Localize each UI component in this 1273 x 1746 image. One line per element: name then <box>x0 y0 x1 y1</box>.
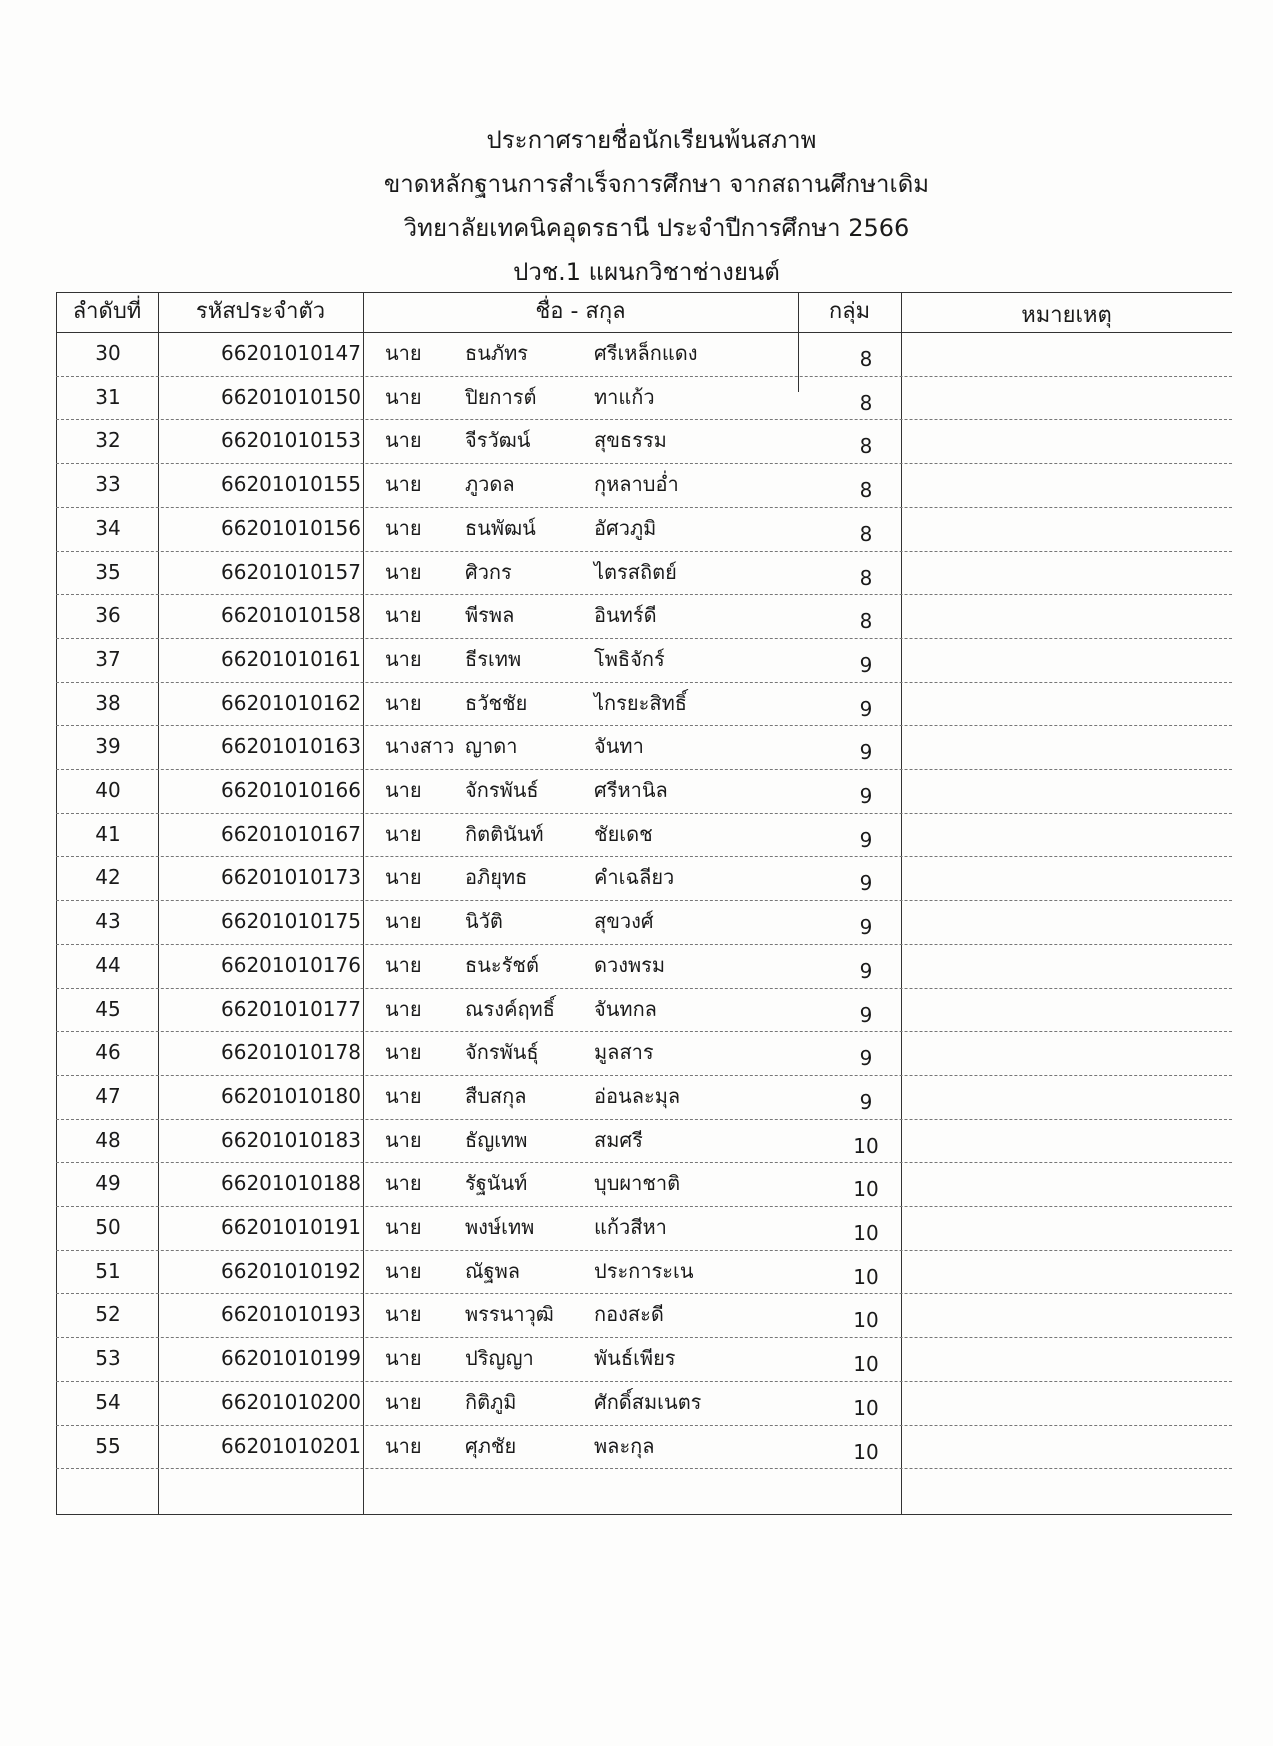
first-name: ธีรเทพ <box>465 646 522 671</box>
student-id: 66201010193 <box>221 1302 361 1327</box>
table-row <box>56 988 1232 1032</box>
name-prefix: นาย <box>385 996 422 1021</box>
table-row <box>56 419 1232 463</box>
name-prefix: นางสาว <box>385 734 455 759</box>
header-group: กลุ่ม <box>828 299 871 324</box>
row-number: 54 <box>95 1389 121 1414</box>
group-number: 9 <box>859 740 873 765</box>
table-row <box>56 682 1232 726</box>
student-id: 66201010155 <box>221 472 361 497</box>
student-id: 66201010176 <box>221 952 361 977</box>
last-name: ศักดิ์สมเนตร <box>594 1389 702 1414</box>
last-name: ชัยเดช <box>594 821 653 846</box>
student-id: 66201010158 <box>221 603 361 628</box>
group-number: 8 <box>859 347 873 371</box>
table-row <box>56 551 1232 595</box>
header-id: รหัสประจำตัว <box>195 299 326 324</box>
name-prefix: นาย <box>385 821 422 846</box>
last-name: สุขธรรม <box>594 428 667 453</box>
last-name: โพธิจักร์ <box>594 646 665 671</box>
first-name: จีรวัฒน์ <box>465 428 531 453</box>
name-prefix: นาย <box>385 559 422 584</box>
name-prefix: นาย <box>385 472 422 497</box>
last-name: พันธ์เพียร <box>594 1346 676 1371</box>
first-name: จักรพันธุ์ <box>465 1040 539 1065</box>
student-id: 66201010201 <box>221 1433 361 1458</box>
group-number: 10 <box>853 1439 879 1464</box>
row-divider <box>56 1468 1232 1469</box>
name-prefix: นาย <box>385 1346 422 1371</box>
name-prefix: นาย <box>385 909 422 934</box>
table-row <box>56 638 1232 682</box>
group-number: 10 <box>853 1264 879 1289</box>
row-number: 35 <box>95 559 121 584</box>
group-number: 9 <box>859 915 873 940</box>
header-no: ลำดับที่ <box>72 299 142 324</box>
name-prefix: นาย <box>385 1302 422 1327</box>
header-name: ชื่อ - สกุล <box>535 299 626 324</box>
student-id: 66201010156 <box>221 515 361 540</box>
first-name: ศิวกร <box>465 559 512 584</box>
last-name: ไตรสถิตย์ <box>594 559 677 584</box>
name-prefix: นาย <box>385 1083 422 1108</box>
student-id: 66201010157 <box>221 559 361 584</box>
name-prefix: นาย <box>385 428 422 453</box>
student-id: 66201010153 <box>221 428 361 453</box>
last-name: จันทกล <box>594 996 657 1021</box>
table-row <box>56 1250 1232 1294</box>
first-name: นิวัติ <box>465 909 503 934</box>
group-number: 10 <box>853 1352 879 1377</box>
name-prefix: นาย <box>385 1433 422 1458</box>
row-number: 51 <box>95 1258 121 1283</box>
last-name: กุหลาบอ่ำ <box>594 472 679 497</box>
student-id: 66201010177 <box>221 996 361 1021</box>
table-row <box>56 900 1232 944</box>
group-number: 9 <box>859 958 873 983</box>
first-name: กิตตินันท์ <box>465 821 544 846</box>
group-number: 9 <box>859 652 873 677</box>
row-number: 31 <box>95 384 121 409</box>
student-id: 66201010200 <box>221 1389 361 1414</box>
row-number: 37 <box>95 646 121 671</box>
row-number: 42 <box>95 865 121 890</box>
row-number: 40 <box>95 778 121 802</box>
table-row <box>56 813 1232 857</box>
first-name: ธวัชชัย <box>465 690 528 715</box>
table-row <box>56 944 1232 988</box>
name-prefix: นาย <box>385 646 422 671</box>
table-row <box>56 856 1232 900</box>
row-number: 52 <box>95 1302 121 1327</box>
group-number: 10 <box>853 1308 879 1333</box>
doc-college-year: วิทยาลัยเทคนิคอุดรธานี ประจำปีการศึกษา 2566 <box>403 214 910 242</box>
name-prefix: นาย <box>385 603 422 628</box>
table-row <box>56 376 1232 420</box>
table-row <box>56 1293 1232 1337</box>
student-id: 66201010167 <box>221 821 361 846</box>
group-number: 8 <box>859 390 873 415</box>
row-number: 48 <box>95 1127 121 1152</box>
last-name: มูลสาร <box>594 1040 654 1065</box>
row-number: 47 <box>95 1083 121 1108</box>
first-name: จักรพันธ์ <box>465 778 539 802</box>
name-prefix: นาย <box>385 952 422 977</box>
student-id: 66201010180 <box>221 1083 361 1108</box>
doc-title: ประกาศรายชื่อนักเรียนพ้นสภาพ <box>486 126 817 154</box>
table-row <box>56 1119 1232 1163</box>
first-name: ภูวดล <box>465 472 515 497</box>
name-prefix: นาย <box>385 341 422 365</box>
row-number: 39 <box>95 734 121 759</box>
first-name: ณรงค์ฤทธิ์ <box>465 996 555 1021</box>
student-table <box>56 292 1232 1515</box>
last-name: จันทา <box>594 734 644 759</box>
first-name: ธัญเทพ <box>465 1127 528 1152</box>
first-name: ศุภชัย <box>465 1433 517 1458</box>
first-name: ณัฐพล <box>465 1258 521 1283</box>
last-name: อ่อนละมุล <box>594 1083 681 1108</box>
last-name: สมศรี <box>594 1127 643 1152</box>
student-id: 66201010166 <box>221 778 361 802</box>
row-number: 30 <box>95 341 121 365</box>
name-prefix: นาย <box>385 1258 422 1283</box>
last-name: บุบผาชาติ <box>594 1171 681 1196</box>
group-number: 9 <box>859 1046 873 1071</box>
table-row <box>56 769 1232 813</box>
student-id: 66201010147 <box>221 341 361 365</box>
group-number: 8 <box>859 565 873 590</box>
row-number: 49 <box>95 1171 121 1196</box>
first-name: พีรพล <box>465 603 515 628</box>
group-number: 9 <box>859 827 873 852</box>
table-row <box>56 1425 1232 1469</box>
student-id: 66201010162 <box>221 690 361 715</box>
student-id: 66201010150 <box>221 384 361 409</box>
row-number: 36 <box>95 603 121 628</box>
table-row <box>56 1381 1232 1425</box>
row-number: 43 <box>95 909 121 934</box>
last-name: ทาแก้ว <box>594 384 655 409</box>
first-name: ธนะรัชต์ <box>465 952 539 977</box>
row-number: 45 <box>95 996 121 1021</box>
last-name: ศรีเหล็กแดง <box>594 341 698 365</box>
group-number: 9 <box>859 871 873 896</box>
first-name: อภิยุทธ <box>465 865 528 890</box>
row-number: 55 <box>95 1433 121 1458</box>
group-number: 8 <box>859 478 873 503</box>
student-id: 66201010163 <box>221 734 361 759</box>
last-name: อัศวภูมิ <box>594 515 657 540</box>
student-id: 66201010188 <box>221 1171 361 1196</box>
first-name: รัฐนันท์ <box>465 1171 528 1196</box>
table-row <box>56 463 1232 507</box>
group-number: 9 <box>859 1089 873 1114</box>
table-row <box>56 1206 1232 1250</box>
first-name: พงษ์เทพ <box>465 1215 535 1239</box>
name-prefix: นาย <box>385 1389 422 1414</box>
table-bottom-border <box>56 1514 1232 1515</box>
doc-subtitle: ขาดหลักฐานการสำเร็จการศึกษา จากสถานศึกษาเดิม <box>383 170 930 198</box>
group-number: 9 <box>859 696 873 721</box>
group-number: 8 <box>859 434 873 459</box>
table-row <box>56 1031 1232 1075</box>
first-name: ปริญญา <box>465 1346 534 1371</box>
first-name: สืบสกุล <box>465 1083 527 1108</box>
table-row <box>56 332 1232 376</box>
row-number: 41 <box>95 821 121 846</box>
row-number: 44 <box>95 952 121 977</box>
student-id: 66201010173 <box>221 865 361 890</box>
row-number: 32 <box>95 428 121 453</box>
last-name: พละกุล <box>594 1433 655 1458</box>
group-number: 10 <box>853 1221 879 1245</box>
table-row <box>56 1075 1232 1119</box>
first-name: กิติภูมิ <box>465 1389 517 1414</box>
document-header <box>0 118 1273 294</box>
row-number: 46 <box>95 1040 121 1065</box>
last-name: ดวงพรม <box>594 952 666 977</box>
last-name: ประการะเน <box>594 1258 694 1283</box>
name-prefix: นาย <box>385 1040 422 1065</box>
student-id: 66201010199 <box>221 1346 361 1371</box>
first-name: ธนภัทร <box>465 341 528 365</box>
name-prefix: นาย <box>385 1215 422 1239</box>
table-row <box>56 725 1232 769</box>
last-name: แก้วสีหา <box>594 1215 667 1239</box>
name-prefix: นาย <box>385 515 422 540</box>
table-row <box>56 1162 1232 1206</box>
table-row <box>56 507 1232 551</box>
student-id: 66201010178 <box>221 1040 361 1065</box>
last-name: สุขวงศ์ <box>594 909 654 934</box>
student-id: 66201010175 <box>221 909 361 934</box>
group-number: 10 <box>853 1133 879 1158</box>
first-name: ปิยการต์ <box>465 384 537 409</box>
student-id: 66201010161 <box>221 646 361 671</box>
last-name: ศรีหานิล <box>594 778 668 802</box>
name-prefix: นาย <box>385 778 422 802</box>
group-number: 10 <box>853 1177 879 1202</box>
student-id: 66201010192 <box>221 1258 361 1283</box>
row-number: 53 <box>95 1346 121 1371</box>
doc-department: ปวช.1 แผนกวิชาช่างยนต์ <box>513 258 780 286</box>
row-number: 38 <box>95 690 121 715</box>
row-number: 50 <box>95 1215 121 1239</box>
first-name: พรรนาวุฒิ <box>465 1302 554 1327</box>
group-number: 8 <box>859 609 873 634</box>
name-prefix: นาย <box>385 1127 422 1152</box>
row-number: 34 <box>95 515 121 540</box>
group-number: 8 <box>859 521 873 546</box>
table-row <box>56 1337 1232 1381</box>
group-number: 9 <box>859 1002 873 1027</box>
student-id: 66201010183 <box>221 1127 361 1152</box>
last-name: อินทร์ดี <box>594 603 657 628</box>
last-name: คำเฉลียว <box>594 865 675 890</box>
row-number: 33 <box>95 472 121 497</box>
name-prefix: นาย <box>385 384 422 409</box>
last-name: ไกรยะสิทธิ์ <box>594 690 687 715</box>
group-number: 9 <box>859 784 873 808</box>
name-prefix: นาย <box>385 690 422 715</box>
name-prefix: นาย <box>385 865 422 890</box>
student-id: 66201010191 <box>221 1215 361 1239</box>
first-name: ธนพัฒน์ <box>465 515 536 540</box>
last-name: กองสะดี <box>594 1302 664 1327</box>
first-name: ญาดา <box>465 734 518 759</box>
group-number: 10 <box>853 1395 879 1420</box>
header-note: หมายเหตุ <box>1021 303 1112 328</box>
table-row <box>56 594 1232 638</box>
name-prefix: นาย <box>385 1171 422 1196</box>
